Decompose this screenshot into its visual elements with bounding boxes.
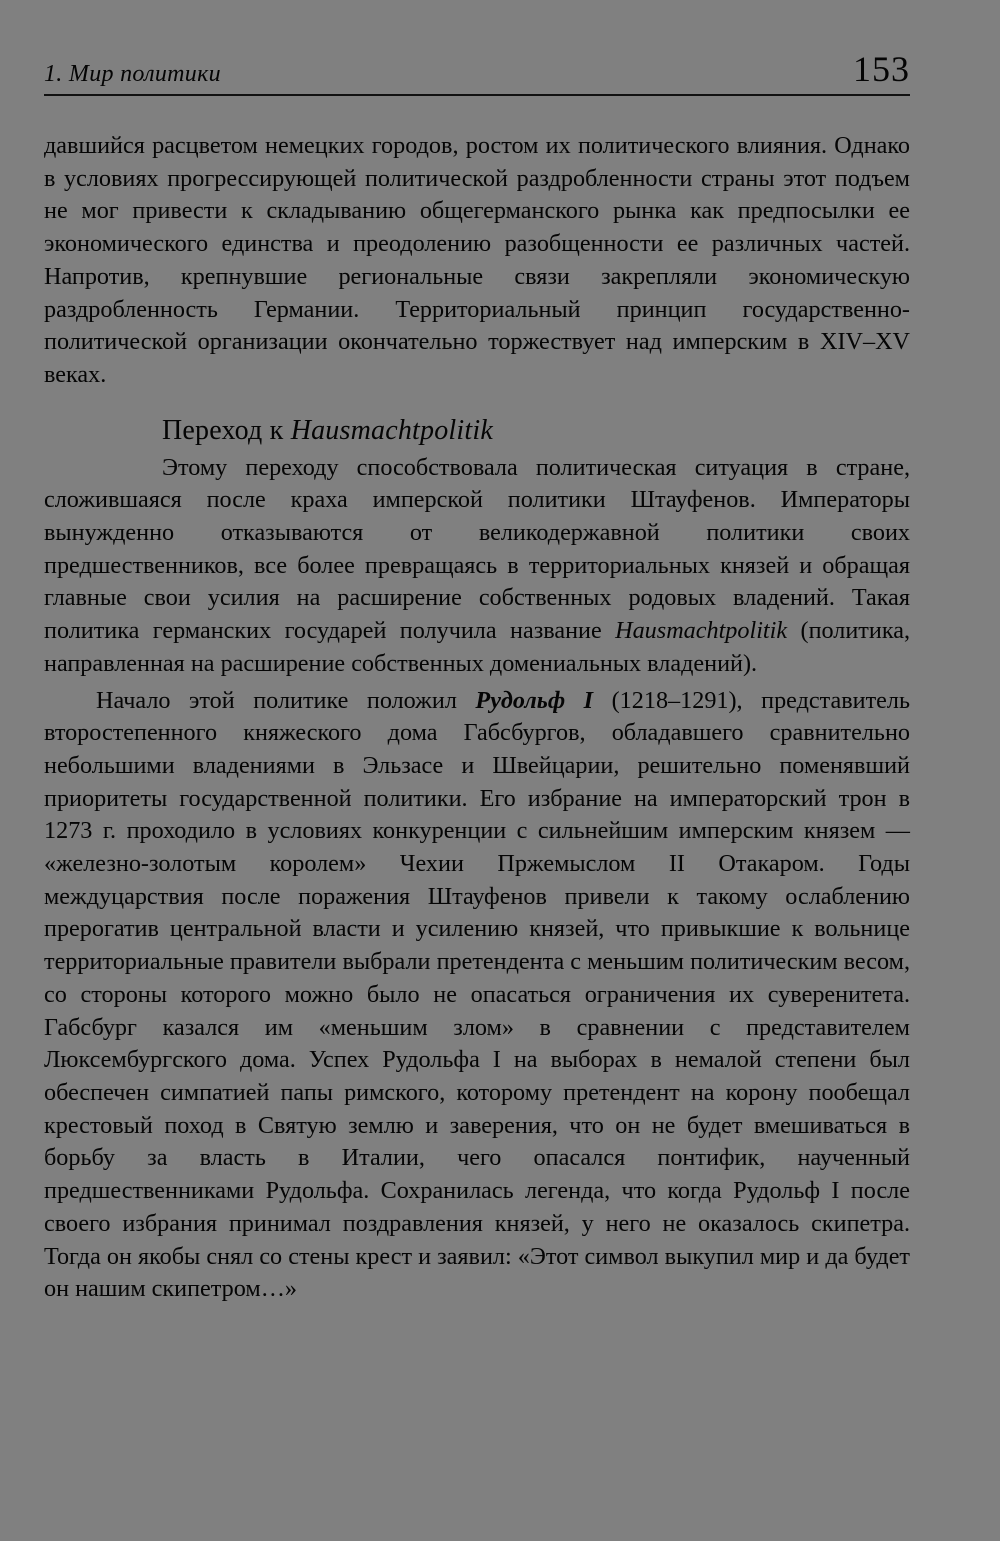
paragraph-2-text-start: Начало этой политике положил bbox=[96, 686, 476, 714]
section-paragraph-2 bbox=[44, 685, 910, 1306]
page-number: 153 bbox=[853, 49, 910, 89]
paragraph-1-term: Hausmachtpolitik bbox=[615, 617, 788, 645]
section-heading-term: Hausmachtpolitik bbox=[290, 414, 493, 446]
section-heading-prefix: Переход к bbox=[162, 414, 291, 446]
book-page bbox=[44, 48, 910, 1306]
running-title: 1. Мир политики bbox=[44, 61, 221, 87]
section-paragraph-1 bbox=[44, 452, 910, 681]
intro-paragraph: давшийся расцветом немецких городов, ростом их политического влияния. Однако в условиях прогрессирующей политической раздробленности страны этот подъем не мог привести к складыванию общегерманского рынка как предпосылки ее экономического единства и преодолению разобщенности ее различных частей. Напротив, крепнувшие региональные связи закрепляли экономическую раздробленность Германии. Территориальный принцип государственно-политической организации окончательно торжествует над имперским в XIV–XV веках. bbox=[44, 132, 910, 388]
running-header bbox=[44, 48, 910, 96]
paragraph-2-ruler-name: Рудольф I bbox=[475, 686, 594, 714]
section-heading bbox=[162, 414, 910, 448]
paragraph-1-text-end: (политика, направленная на расширение собственных домениальных владений). bbox=[44, 617, 910, 677]
paragraph-1-text-start: Этому переходу способствовала политическая ситуация в стране, сложившаяся после краха имперской политики Штауфенов. Императоры вынужденно отказываются от великодержавной политики своих предшественников, все более превращаясь в территориальных князей и обращая главные свои усилия на расширение собственных родовых владений. Такая политика германских государей получила название bbox=[44, 453, 910, 645]
paragraph-2-text-end: (1218–1291), представитель второстепенного княжеского дома Габсбургов, обладавшего сравнительно небольшими владениями в Эльзасе и Швейцарии, решительно поменявший приоритеты государственной политики. Его избрание на императорский трон в 1273 г. проходило в условиях конкуренции с сильнейшим имперским князем — «железно-золотым королем» Чехии Пржемыслом II Отакаром. Годы междуцарствия после поражения Штауфенов привели к такому ослаблению прерогатив центральной власти и усилению князей, что привыкшие к вольнице территориальные правители выбрали претендента с меньшим политическим весом, со стороны которого можно было не опасаться ограничения их суверенитета. Габсбург казался им «меньшим злом» в сравнении с представителем Люксембургского дома. Успех Рудольфа I на выборах в немалой степени был обеспечен симпатией папы римского, которому претендент на корону пообещал крестовый поход в Святую землю и заверения, что он не будет вмешиваться в борьбу за власть в Италии, чего опасался понтифик, наученный предшественниками Рудольфа. Сохранилась легенда, что когда Рудольф I после своего избрания принимал поздравления князей, у него не оказалось скипетра. Тогда он якобы снял со стены крест и заявил: «Этот символ выкупил мир и да будет он нашим скипетром…» bbox=[44, 686, 910, 1303]
